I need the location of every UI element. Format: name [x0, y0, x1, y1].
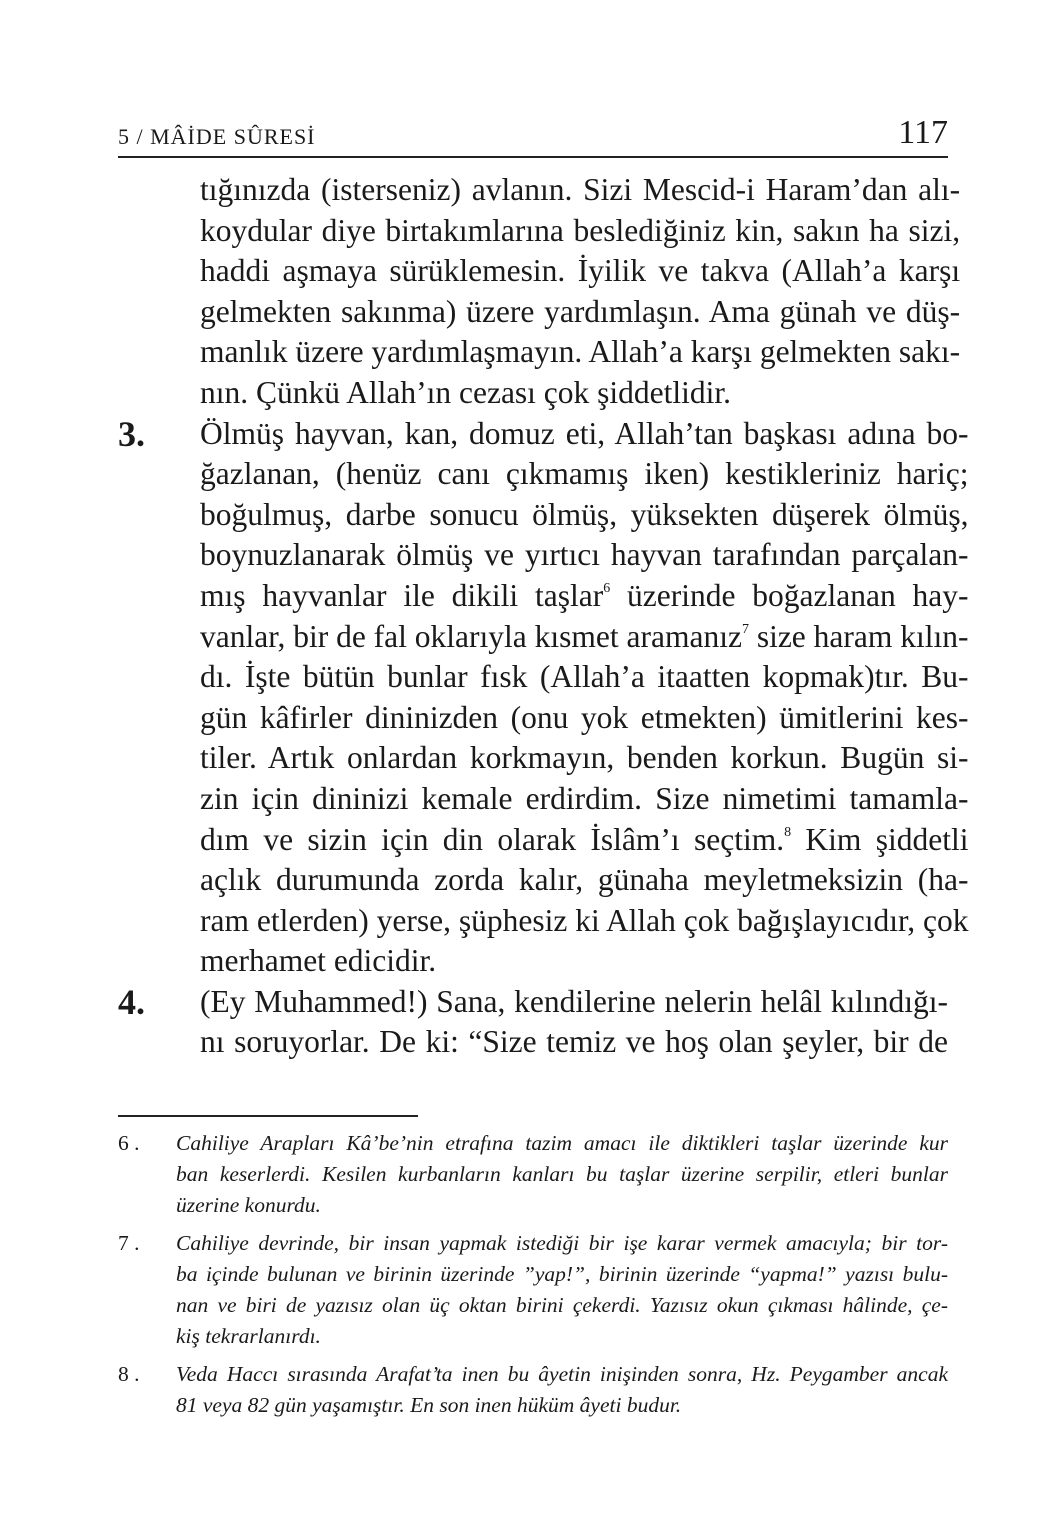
footnote-8	[118, 1359, 948, 1421]
footnote-ref-8[interactable]: 8	[784, 824, 792, 840]
text-line: dı. İşte bütün bunlar fısk (Allah’a itaatten kopmak)tır. Bu-	[200, 659, 969, 695]
footnote-line: Cahiliye devrinde, bir insan yapmak istediği bir işe karar vermek amacıyla; bir tor-	[176, 1231, 948, 1255]
footnote-line: Cahiliye Arapları Kâ’be’nin etrafına tazim amacı ile diktikleri taşlar üzerinde kur	[176, 1131, 948, 1155]
footnote-line: kiş tekrarlanırdı.	[176, 1324, 321, 1348]
running-title: 5 / MÂİDE SÛRESİ	[118, 124, 316, 149]
page-header	[118, 112, 948, 158]
verse-2-continuation	[118, 170, 961, 414]
verse-number: 4.	[118, 981, 145, 1022]
verse-3	[118, 413, 969, 982]
footnote-6	[118, 1128, 948, 1221]
text-line: gün kâfirler dininizden (onu yok etmekten) ümitlerini kes-	[200, 699, 969, 735]
verse-number: 3.	[118, 413, 145, 454]
text-line: nı soruyorlar. De ki: “Size temiz ve hoş olan şeyler, bir de	[200, 1024, 948, 1060]
footnote-line: Veda Haccı sırasında Arafat’ta inen bu âyetin inişinden sonra, Hz. Peygamber ancak	[176, 1362, 948, 1386]
footnote-line: ba içinde bulunan ve birinin üzerinde ”yap!”, birinin üzerinde “yapma!” yazısı bulu-	[176, 1262, 948, 1286]
footnote-ref-7[interactable]: 7	[741, 621, 749, 637]
text-line: Ölmüş hayvan, kan, domuz eti, Allah’tan başkası adına bo-	[200, 415, 969, 451]
text-line: açlık durumunda zorda kalır, günaha meyletmeksizin (ha-	[200, 862, 969, 898]
footnote-number: 6 .	[118, 1131, 140, 1155]
text-line	[200, 576, 969, 617]
text-line: zin için dininizi kemale erdirdim. Size nimetimi tamamla-	[200, 780, 969, 816]
footnote-ref-6[interactable]: 6	[603, 580, 611, 596]
footnote-number: 7 .	[118, 1231, 140, 1255]
text-segment: vanlar, bir de fal oklarıyla kısmet aramanız	[200, 618, 742, 654]
text-line: nın. Çünkü Allah’ın cezası çok şiddetlidir.	[200, 374, 732, 410]
footnote-line: üzerine konurdu.	[176, 1193, 321, 1217]
text-segment: üzerinde boğazlanan hay-	[610, 577, 969, 613]
text-segment: dım ve sizin için din olarak İslâm’ı seçtim.	[200, 821, 785, 857]
text-segment: size haram kılın-	[748, 618, 969, 654]
text-line: merhamet edicidir.	[200, 943, 437, 979]
text-line: boynuzlanarak ölmüş ve yırtıcı hayvan tarafından parçalan-	[200, 537, 969, 573]
footnote-7	[118, 1228, 948, 1352]
text-line: ram etlerden) yerse, şüphesiz ki Allah çok bağışlayıcıdır, çok	[200, 902, 969, 938]
footnote-divider	[118, 1115, 418, 1117]
footnote-number: 8 .	[118, 1362, 140, 1386]
text-line: gelmekten sakınma) üzere yardımlaşın. Ama günah ve düş-	[200, 293, 961, 329]
text-line: koydular diye birtakımlarına beslediğiniz kin, sakın ha sizi,	[200, 212, 961, 248]
text-line	[200, 617, 969, 658]
text-segment: mış hayvanlar ile dikili taşlar	[200, 577, 604, 613]
text-line: tiler. Artık onlardan korkmayın, benden korkun. Bugün si-	[200, 740, 969, 776]
footnotes	[118, 1128, 948, 1428]
text-segment: Kim şiddetli	[791, 821, 969, 857]
page-number: 117	[898, 114, 948, 151]
text-line: tığınızda (isterseniz) avlanın. Sizi Mescid-i Haram’dan alı-	[200, 172, 961, 207]
footnote-line: ban keserlerdi. Kesilen kurbanların kanları bu taşlar üzerine serpilir, etleri bunlar	[176, 1162, 948, 1186]
footnote-line: nan ve biri de yazısız olan üç oktan birini çekerdi. Yazısız okun çıkması hâlinde, çe-	[176, 1293, 948, 1317]
main-text	[118, 170, 969, 1063]
text-line: haddi aşmaya sürüklemesin. İyilik ve takva (Allah’a karşı	[200, 253, 961, 289]
text-line: (Ey Muhammed!) Sana, kendilerine nelerin helâl kılındığı-	[200, 983, 948, 1019]
text-line: manlık üzere yardımlaşmayın. Allah’a karşı gelmekten sakı-	[200, 334, 961, 370]
verse-4	[118, 982, 948, 1063]
text-line	[200, 820, 969, 861]
verse-number-empty	[118, 170, 200, 414]
footnote-line: 81 veya 82 gün yaşamıştır. En son inen hüküm âyeti budur.	[176, 1393, 682, 1417]
text-line: boğulmuş, darbe sonucu ölmüş, yüksekten düşerek ölmüş,	[200, 496, 969, 532]
text-line: ğazlanan, (henüz canı çıkmamış iken) kestikleriniz hariç;	[200, 456, 969, 492]
